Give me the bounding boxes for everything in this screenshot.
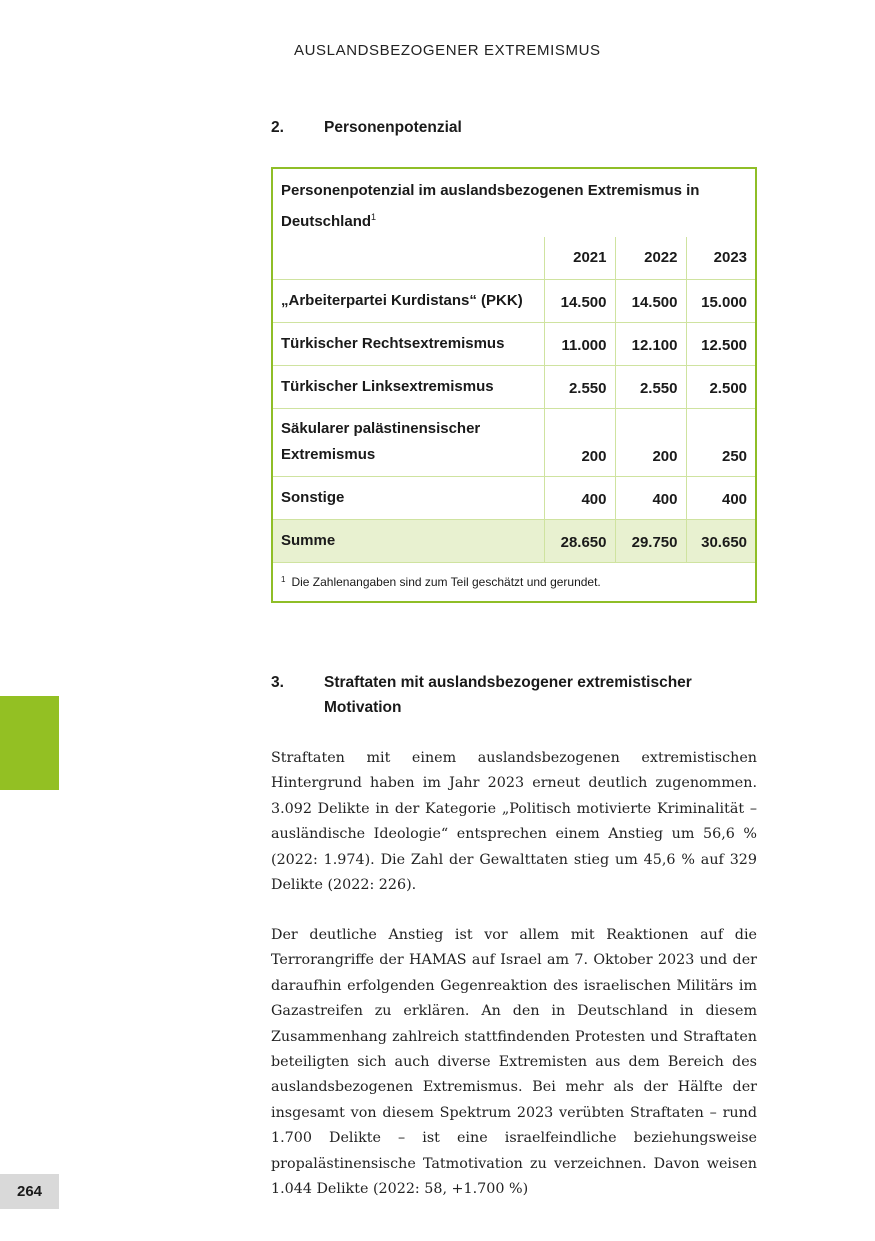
section-title: Personenpotenzial	[324, 119, 462, 136]
row-label: Sonstige	[273, 476, 544, 519]
section-title: Straftaten mit auslandsbezogener extremistischer Motivation	[324, 674, 692, 716]
table-row	[273, 365, 755, 408]
cell-value: 400	[544, 476, 615, 519]
section-number: 3.	[271, 674, 284, 691]
body-paragraph: Der deutliche Anstieg ist vor allem mit Reaktionen auf die Terrorangriffe der HAMAS auf Israel am 7. Oktober 2023 und der daraufhin erfolgenden Gegenreaktion des israelischen Militärs im Gazastreifen zu erklären. An den in Deutschland in diesem Zusammenhang zahlreich stattfindenden Protesten und Straftaten beteiligten sich auch diverse Extremisten aus dem Bereich des auslandsbezogenen Extremismus. Bei mehr als der Hälfte der insgesamt von diesem Spektrum 2023 verübten Straftaten – rund 1.700 Delikte – ist eine israelfeindliche beziehungsweise propalästinensische Tatmotivation zu verzeichnen. Davon weisen 1.044 Delikte (2022: 58, +1.700 %)	[271, 927, 757, 1198]
year-header: 2021	[544, 237, 615, 279]
sum-value: 30.650	[686, 519, 755, 562]
row-label: Türkischer Rechtsextremismus	[273, 322, 544, 365]
table-row	[273, 322, 755, 365]
footnote-marker: 1	[281, 575, 286, 585]
row-label: Türkischer Linksextremismus	[273, 365, 544, 408]
table-title-text: Personenpotenzial im auslandsbezogenen Extremismus in Deutschland	[281, 182, 700, 230]
year-header: 2022	[615, 237, 686, 279]
cell-value: 2.550	[615, 365, 686, 408]
table-row	[273, 476, 755, 519]
personenpotenzial-table	[271, 167, 757, 603]
sum-value: 28.650	[544, 519, 615, 562]
footnote-ref: 1	[371, 212, 377, 222]
cell-value: 2.550	[544, 365, 615, 408]
cell-value: 14.500	[615, 279, 686, 322]
cell-value: 200	[615, 408, 686, 476]
year-header: 2023	[686, 237, 755, 279]
section-number: 2.	[271, 119, 284, 136]
cell-value: 200	[544, 408, 615, 476]
body-paragraph: Straftaten mit einem auslandsbezogenen extremistischen Hintergrund haben im Jahr 2023 erneut deutlich zugenommen. 3.092 Delikte in der Kategorie „Politisch motivierte Kriminalität – ausländische Ideologie“ entsprechen einem Anstieg um 56,6 % (2022: 1.974). Die Zahl der Gewalttaten stieg um 45,6 % auf 329 Delikte (2022: 226).	[271, 750, 757, 894]
cell-value: 2.500	[686, 365, 755, 408]
section-2-heading	[271, 115, 757, 141]
running-header: AUSLANDSBEZOGENER EXTREMISMUS	[294, 42, 601, 59]
cell-value: 250	[686, 408, 755, 476]
cell-value: 12.500	[686, 322, 755, 365]
footnote-text: Die Zahlenangaben sind zum Teil geschätzt und gerundet.	[291, 575, 601, 590]
sum-row	[273, 519, 755, 562]
cell-value: 12.100	[615, 322, 686, 365]
table-row	[273, 279, 755, 322]
row-label: Säkularer palästinensischer Extremismus	[273, 408, 544, 476]
page-number: 264	[0, 1174, 59, 1209]
sum-value: 29.750	[615, 519, 686, 562]
cell-value: 400	[686, 476, 755, 519]
row-label: „Arbeiterpartei Kurdistans“ (PKK)	[273, 279, 544, 322]
table-title	[273, 169, 755, 237]
section-3-heading	[271, 670, 757, 722]
table-footnote	[273, 562, 755, 602]
cell-value: 14.500	[544, 279, 615, 322]
table-row	[273, 408, 755, 476]
header-empty-cell	[273, 237, 544, 279]
cell-value: 15.000	[686, 279, 755, 322]
sum-label: Summe	[273, 519, 544, 562]
cell-value: 400	[615, 476, 686, 519]
chapter-marker-tab	[0, 696, 59, 790]
cell-value: 11.000	[544, 322, 615, 365]
